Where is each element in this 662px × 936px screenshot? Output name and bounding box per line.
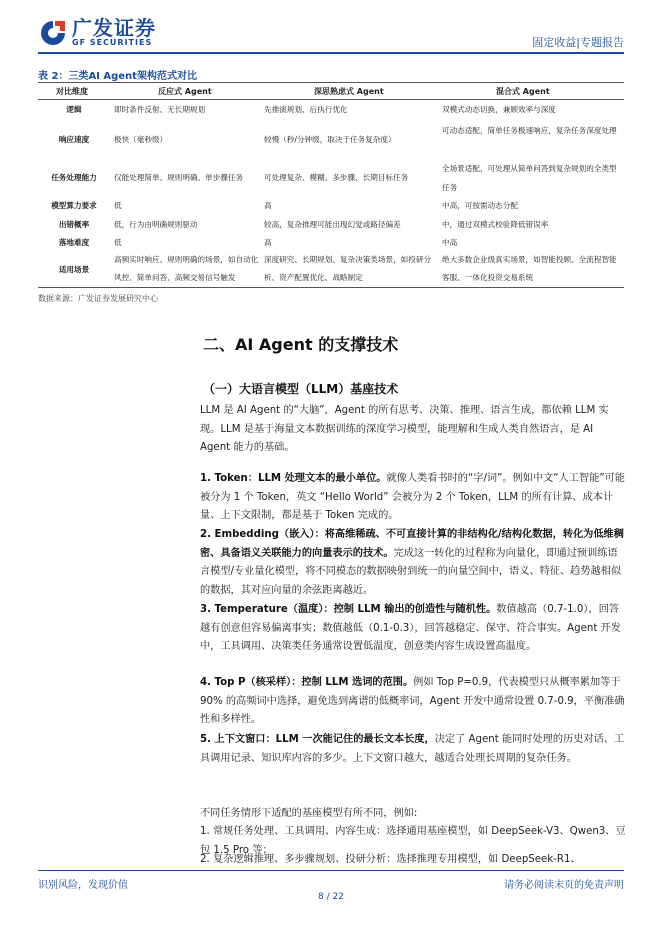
table-cell-dimension: 逻辑 — [66, 105, 82, 114]
table-cell: 中高，可按需动态分配 — [442, 201, 518, 210]
section-title: 二、AI Agent 的支撑技术 — [203, 335, 399, 354]
page-header — [0, 0, 662, 58]
table-cell: 低 — [114, 238, 122, 247]
table-bottom-rule — [38, 287, 624, 288]
table-row — [38, 100, 624, 119]
table-cell: 较高，复杂推理可能出现幻觉或路径偏差 — [264, 220, 401, 229]
table-cell-dimension: 响应速度 — [58, 135, 90, 144]
list-item-text: 完成这一转化的过程称为向量化，即通过预训练语言模型/专业量化模型，将不同模态的数据映射到统一的向量空间中，语义、特征、趋势越相似的数据，其对应向量的余弦距离越近。 — [200, 547, 622, 596]
header-divider — [38, 52, 624, 54]
list-item — [200, 674, 626, 730]
logo-chinese-name: 广发证券 — [72, 16, 156, 40]
table-cell-dimension: 模型算力要求 — [51, 201, 97, 210]
table-row — [38, 215, 624, 234]
table-header-dimension: 对比维度 — [56, 87, 88, 96]
table-row — [38, 233, 624, 252]
table-source-note: 数据来源：广发证券发展研究中心 — [38, 294, 158, 303]
table-cell: 仅能处理简单、规则明确、单步骤任务 — [114, 173, 244, 182]
list-item — [200, 526, 626, 600]
table-row — [38, 159, 624, 197]
table-row — [38, 121, 624, 159]
footer-divider — [38, 870, 624, 871]
list-item-text: 数值越高（0.7-1.0），回答越有创意但容易偏离事实；数值越低（0.1-0.3），回答越稳定、保守、符合事实。Agent 开发中，工具调用、决策类任务通常设置低温度，创意类内容生成设置高温度。 — [200, 604, 621, 653]
table-cell: 深度研究、长期规划、复杂决策类场景，如投研分析、资产配置优化、战略制定 — [264, 255, 432, 282]
list-item-text: 例如 Top P=0.9，代表模型只从概率累加等于 90% 的高频词中选择，避免选到离谱的低概率词，Agent 开发中通常设置 0.7-0.9，平衡准确性和多样性。 — [200, 677, 625, 726]
table-header-row — [38, 83, 624, 99]
table-cell: 可处理复杂、模糊、多步骤、长期目标任务 — [264, 173, 409, 182]
tail-item: 1. 常规任务处理、工具调用、内容生成：选择通用基座模型，如 DeepSeek-V3、Qwen3、豆包 1.5 Pro 等； — [200, 826, 626, 856]
list-item-text: 决定了 Agent 能同时处理的历史对话、工具调用记录、知识库内容的多少。上下文窗口越大，越适合处理长周期的复杂任务。 — [200, 734, 625, 764]
table-cell-dimension: 出错概率 — [58, 220, 90, 229]
footer-disclaimer: 请务必阅读末页的免责声明 — [504, 880, 624, 891]
table-cell: 可动态适配，简单任务极速响应，复杂任务深度处理 — [442, 126, 617, 135]
table-cell-dimension: 任务处理能力 — [51, 173, 97, 182]
table-cell-dimension: 落地难度 — [58, 238, 90, 247]
list-item — [200, 601, 626, 657]
table-cell: 先推演规划、后执行优化 — [264, 105, 348, 114]
table-cell: 高 — [264, 238, 272, 247]
table-cell: 中，通过双模式校验降低错误率 — [442, 220, 549, 229]
table-cell: 绝大多数企业级真实场景，如智能投顾、全流程智能客服、一体化投资交易系统 — [442, 255, 617, 282]
list-item-lead: 1. Token：LLM 处理文本的最小单位。 — [200, 473, 387, 484]
list-item — [200, 731, 626, 768]
table-caption: 表 2：三类AI Agent架构范式对比 — [38, 71, 197, 82]
table-cell: 高 — [264, 201, 272, 210]
footer-slogan: 识别风险，发现价值 — [38, 880, 128, 891]
tail-item: 2. 复杂逻辑推理、多步骤规划、投研分析：选择推理专用模型，如 DeepSeek-R1、 — [200, 854, 581, 865]
table-row — [38, 251, 624, 287]
company-logo — [38, 18, 156, 48]
table-cell: 中高 — [442, 238, 458, 247]
tail-intro: 不同任务情形下适配的基座模型有所不同，例如: — [200, 808, 418, 819]
table-cell: 低，行为由明确规则驱动 — [114, 220, 198, 229]
logo-english-name: GF SECURITIES — [72, 38, 153, 47]
table-cell: 较慢（秒/分钟级，取决于任务复杂度） — [264, 135, 396, 144]
table-header-hybrid: 混合式 Agent — [496, 87, 550, 96]
intro-paragraph: LLM 是 AI Agent 的“大脑”，Agent 的所有思考、决策、推理、语言生成，都依赖 LLM 实现。LLM 是基于海量文本数据训练的深度学习模型，能理解和生成人类自然语言，是 AI Agent 能力的基础。 — [200, 405, 609, 454]
table-row — [38, 196, 624, 215]
report-type-label: 固定收益|专题报告 — [532, 36, 624, 49]
list-item-lead: 3. Temperature（温度）：控制 LLM 输出的创造性与随机性。 — [200, 604, 497, 615]
list-item-lead: 5. 上下文窗口：LLM 一次能记住的最长文本长度， — [200, 734, 435, 745]
table-cell: 高频实时响应、规则明确的场景，如自动化风控、简单问答、高频交易信号触发 — [114, 255, 259, 282]
list-item-lead: 2. Embedding（嵌入）：将高维稀疏、不可直接计算的非结构化/结构化数据，转化为低维稠密、具备语义关联能力的向量表示的技术。 — [200, 529, 624, 559]
table-header-reactive: 反应式 Agent — [158, 87, 212, 96]
table-cell: 双模式动态切换，兼顾效率与深度 — [442, 105, 556, 114]
subsection-title: （一）大语言模型（LLM）基座技术 — [203, 382, 399, 396]
table-header-deliberative: 深思熟虑式 Agent — [314, 87, 384, 96]
table-cell: 即时条件反射、无长期规划 — [114, 105, 206, 114]
gf-logo-icon — [38, 18, 68, 48]
list-item — [200, 470, 626, 526]
list-item-lead: 4. Top P（核采样）：控制 LLM 选词的范围。 — [200, 677, 414, 688]
table-cell: 极快（毫秒级） — [114, 135, 168, 144]
table-cell: 低 — [114, 201, 122, 210]
page-number: 8 / 22 — [318, 892, 344, 902]
table-cell: 全场景适配，可处理从简单问答到复杂规划的全类型任务 — [442, 164, 617, 192]
list-item-text: 就像人类看书时的“字/词”。例如中文“人工智能”可能被分为 1 个 Token，英文 “Hello World” 会被分为 2 个 Token，LLM 的所有计算、成本计量、上下文限制，都是基于 Token 完成的。 — [200, 473, 625, 522]
table-cell-dimension: 适用场景 — [58, 265, 90, 274]
